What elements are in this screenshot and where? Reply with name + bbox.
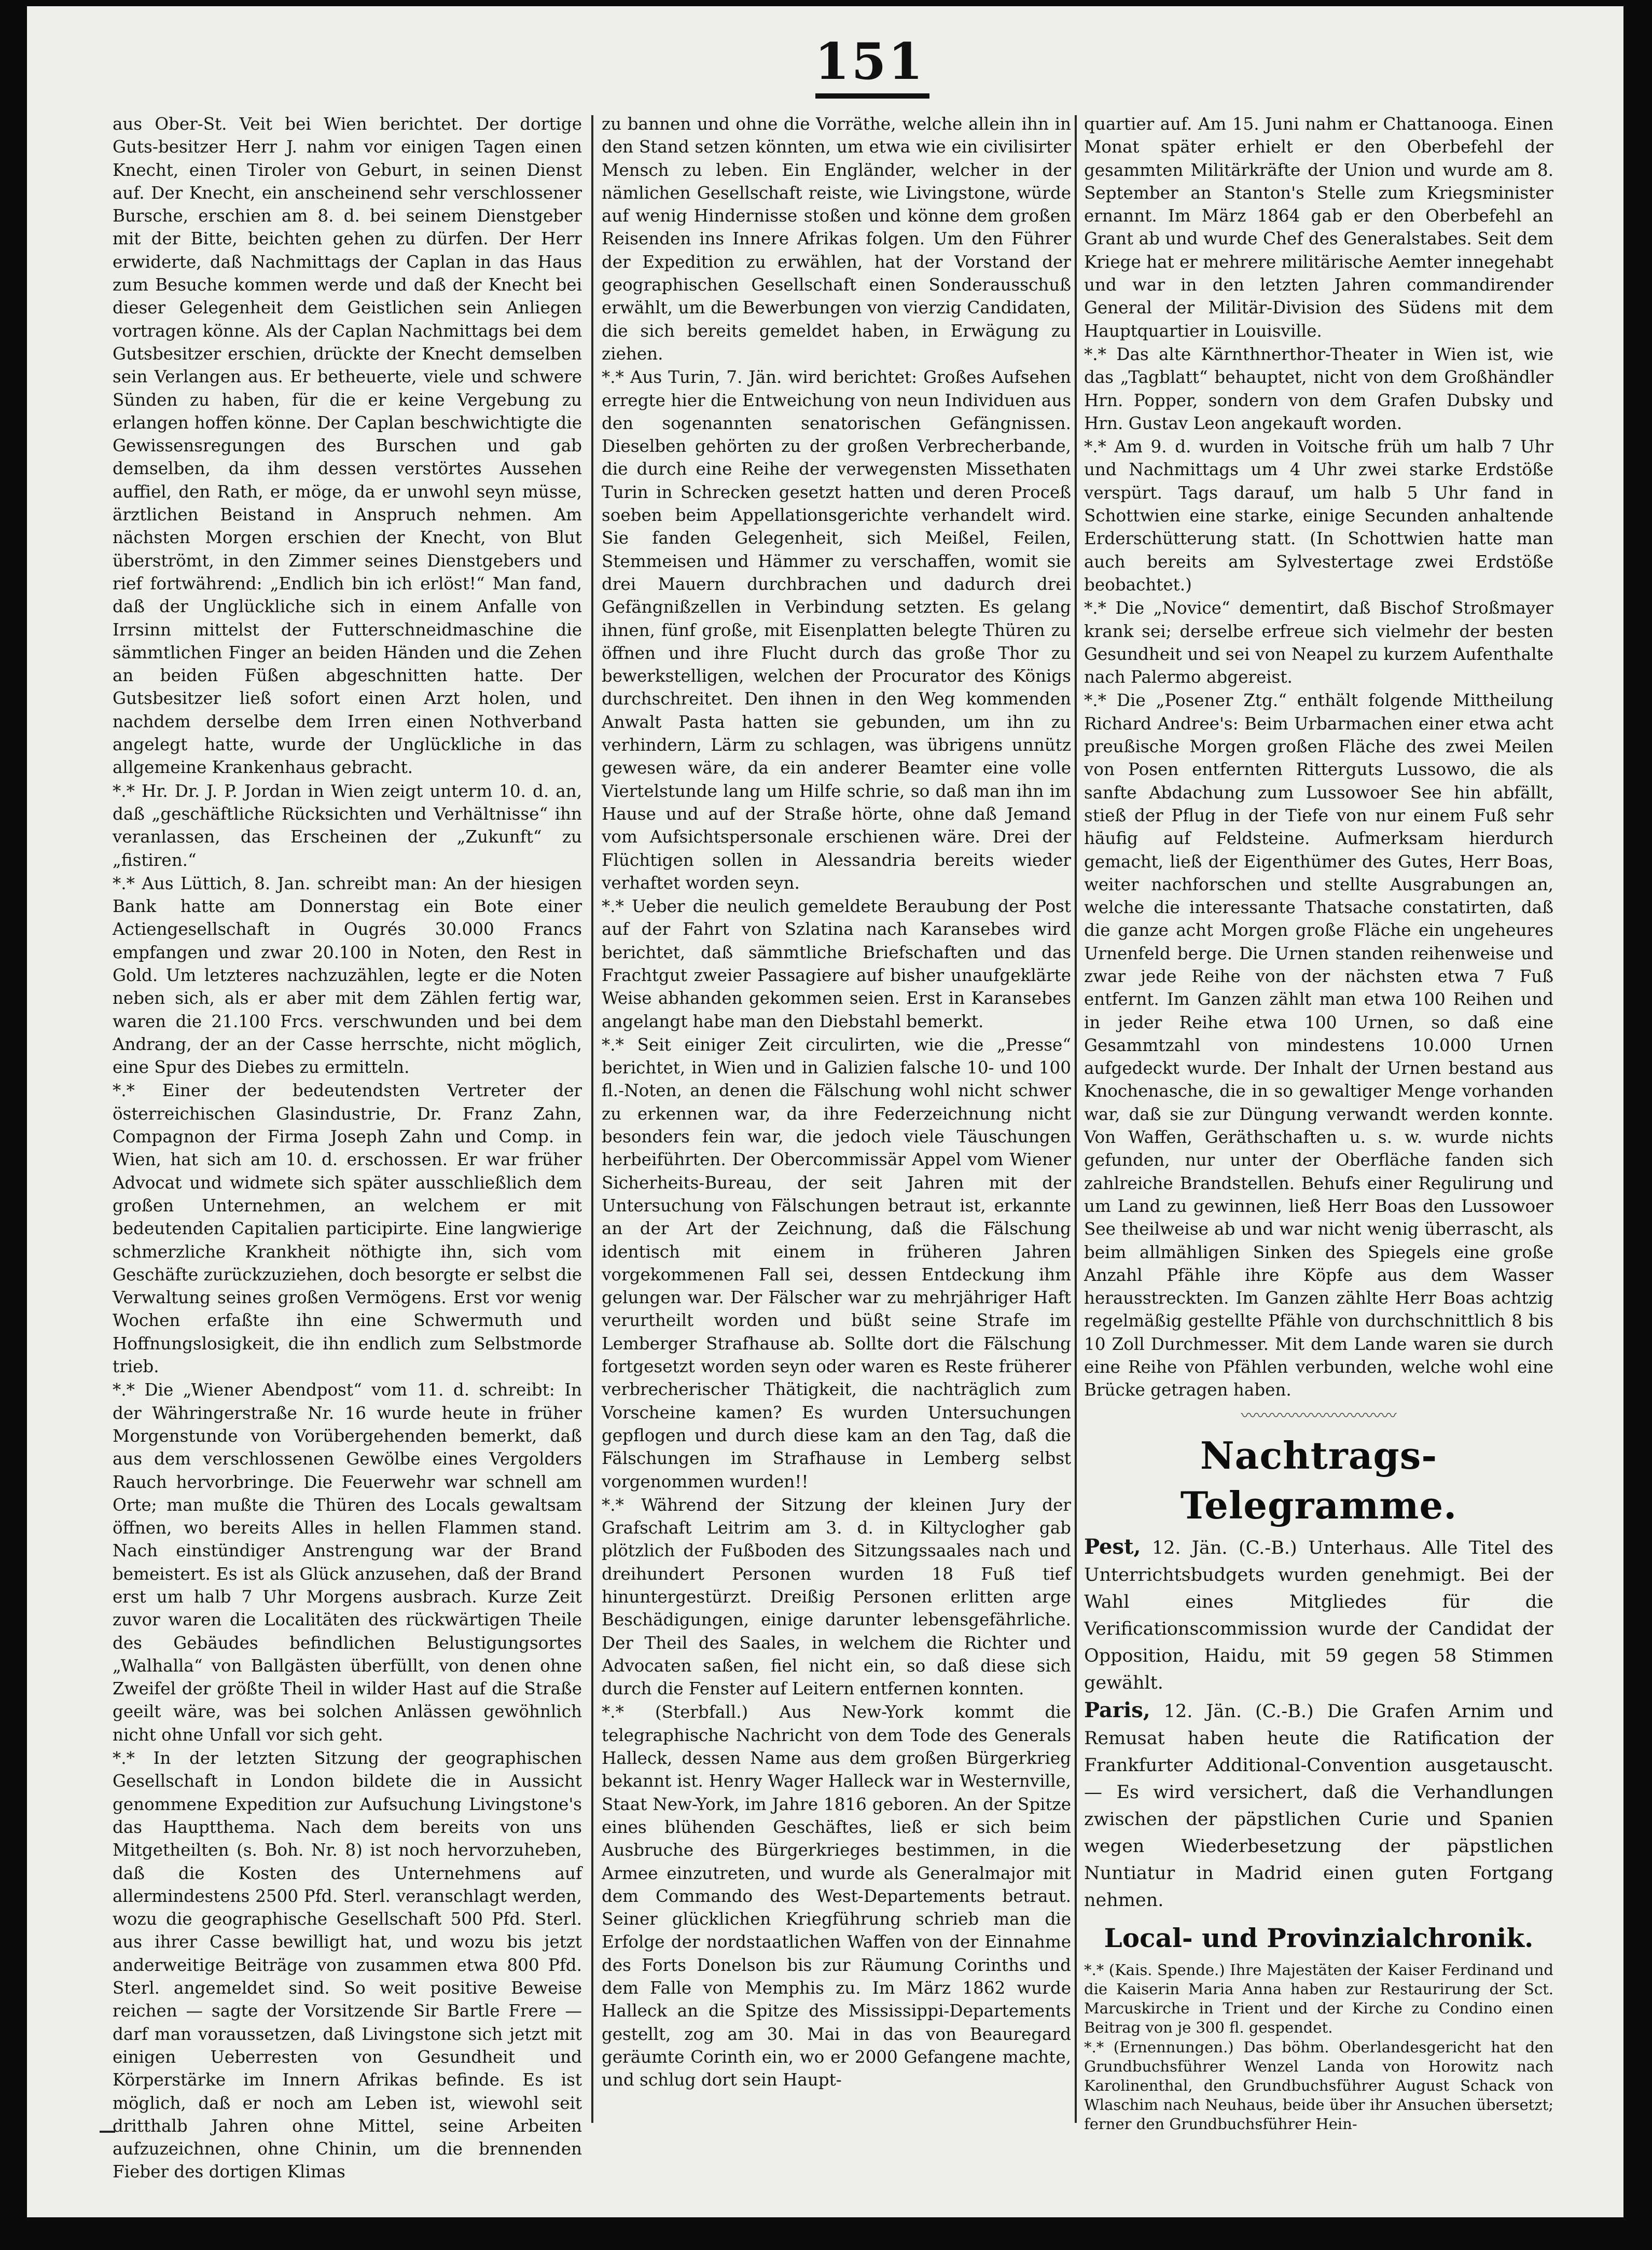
article: *.* Einer der bedeutendsten Vertreter der österreichischen Glasindustrie, Dr. Franz Zahn, Compagnon der Firma Joseph Zahn und Comp. in Wien, hat sich am 10. d. erschossen. Er war früher Advocat und widmete sich später ausschließlich dem großen Unternehmen, an welchem er mit bedeutenden Capitalien participirte. Eine langwierige schmerzliche Krankheit nöthigte ihn, sich vom Geschäfte zurückzuziehen, doch besorgte er selbst die Verwaltung seines großen Vermögens. Erst vor wenig Wochen erfaßte ihn eine Schwermuth und Hoffnungslosigkeit, die ihn endlich zum Selbstmorde trieb. [113, 1081, 582, 1377]
article: quartier auf. Am 15. Juni nahm er Chattanooga. Einen Monat später erhielt er den Oberbefehl der gesammten Militärkräfte der Union und wurde am 8. September an Stanton's Stelle zum Kriegsminister ernannt. Im März 1864 gab er den Oberbefehl an Grant ab und wurde Chef des Generalstabes. Seit dem Kriege hat er mehrere militärische Aemter innegehabt und war in den letzten Jahren commandirender General der Militär-Division des Südens mit dem Hauptquartier in Louisville. [1084, 114, 1553, 341]
article: *.* Ueber die neulich gemeldete Beraubung der Post auf der Fahrt von Szlatina nach Karansebes wird berichtet, daß sämmtliche Briefschaften und das Frachtgut zweier Passagiere auf bisher unaufgeklärte Weise abhanden gekommen seien. Erst in Karansebes angelangt habe man den Diebstahl bemerkt. [602, 896, 1071, 1031]
section-separator: 〰〰〰〰〰〰〰〰〰〰 [1241, 1406, 1397, 1425]
telegram-item [1084, 1534, 1553, 1696]
telegram-item [1084, 1697, 1553, 1914]
column-3 [1084, 113, 1553, 2154]
article: *.* Die „Novice“ dementirt, daß Bischof Stroßmayer krank sei; derselbe erfreue sich vielmehr der besten Gesundheit und sei von Neapel zu kurzem Aufenthalte nach Palermo abgereist. [1084, 598, 1553, 687]
article: *.* Die „Posener Ztg.“ enthält folgende Mittheilung Richard Andree's: Beim Urbarmachen einer etwa acht preußische Morgen großen Fläche des zwei Meilen von Posen entfernten Ritterguts Lussowo, die als sanfte Abdachung zum Lussowoer See hin abfällt, stieß der Pflug in der Tiefe von nur einem Fuß sehr häufig auf Feldsteine. Aufmerksam hierdurch gemacht, ließ der Eigenthümer des Gutes, Herr Boas, weiter nachforschen und stellte Ausgrabungen an, welche die interessante Thatsache constatirten, daß die ganze acht Morgen große Fläche ein ungeheures Urnenfeld berge. Die Urnen standen reihenweise und zwar jede Reihe von der nächsten etwa 7 Fuß entfernt. Im Ganzen zählt man etwa 100 Reihen und in jeder Reihe etwa 100 Urnen, so daß eine Gesammtzahl von mindestens 10.000 Urnen aufgedeckt wurde. Der Inhalt der Urnen bestand aus Knochenasche, die in so gewaltiger Menge vorhanden war, daß sie zur Düngung verwandt werden konnte. Von Waffen, Geräthschaften u. s. w. wurde nichts gefunden, nur unter der Oberfläche fanden sich zahlreiche Brandstellen. Behufs einer Regulirung und um Land zu gewinnen, ließ Herr Boas den Lussowoer See theilweise ab und war nicht wenig überrascht, als beim allmähligen Sinken des Spiegels eine große Anzahl Pfähle ihre Köpfe aus dem Wasser herausstreckten. Im Ganzen zählte Herr Boas achtzig regelmäßig gestellte Pfähle von durchschnittlich 8 bis 10 Zoll Durchmesser. Mit dem Lande waren sie durch eine Reihe von Pfählen verbunden, welche wohl eine Brücke getragen haben. [1084, 691, 1553, 1400]
telegrams-heading: Nachtrags-Telegramme. [1180, 1433, 1457, 1527]
column-divider [591, 115, 593, 2123]
article: *.* In der letzten Sitzung der geographischen Gesellschaft in London bildete die in Aussicht genommene Expedition zur Aufsuchung Livingstone's das Hauptthema. Nach dem bereits von uns Mitgetheilten (s. Boh. Nr. 8) ist noch hervorzuheben, daß die Kosten des Unternehmens auf allermindestens 2500 Pfd. Sterl. veranschlagt werden, wozu die geographische Gesellschaft 500 Pfd. Sterl. aus ihrer Casse bewilligt hat, und wozu bis jetzt anderweitige Beiträge von zusammen etwa 800 Pfd. Sterl. angemeldet sind. So weit positive Beweise reichen — sagte der Vorsitzende Sir Bartle Frere — darf man voraussetzen, daß Livingstone sich jetzt mit einigen Ueberresten von Gesundheit und Körperstärke im Innern Afrikas befinde. Es ist möglich, daß er noch am Leben ist, wiewohl seit dritthalb Jahren ohne Mittel, seine Arbeiten aufzuzeichnen, ohne Chinin, um die brennenden Fieber des dortigen Klimas [113, 1748, 582, 2182]
telegram-city: Pest, [1084, 1534, 1141, 1559]
article: *.* Seit einiger Zeit circulirten, wie die „Presse“ berichtet, in Wien und in Galizien falsche 10- und 100 fl.-Noten, an denen die Fälschung wohl nicht schwer zu erkennen war, da ihre Federzeichnung nicht besonders fein war, die jedoch viele Täuschungen herbeiführten. Der Obercommissär Appel vom Wiener Sicherheits-Bureau, der seit Jahren mit der Untersuchung von Fälschungen betraut ist, erkannte an der Art der Zeichnung, daß die Fälschung identisch mit einem in früheren Jahren vorgekommenen Fall sei, dessen Entdeckung ihm gelungen war. Der Fälscher war zu mehrjähriger Haft verurtheilt worden und büßt seine Strafe im Lemberger Strafhause ab. Sollte dort die Fälschung fortgesetzt worden seyn oder waren es Reste früherer verbrecherischer Thätigkeit, die nachträglich zum Vorscheine kamen? Es wurden Untersuchungen gepflogen und durch diese kam an den Tag, daß die Fälschungen im Strafhause in Lemberg selbst vorgenommen wurden!! [602, 1034, 1071, 1492]
column-2 [602, 113, 1071, 2154]
page-number: 151 [814, 32, 925, 91]
telegram-city: Paris, [1084, 1697, 1150, 1722]
telegram-text: 12. Jän. (C.-B.) Unterhaus. Alle Titel des Unterrichtsbudgets wurden genehmigt. Bei der Wahl eines Mitgliedes für die Verificationscommission wurde der Candidat der Opposition, Haidu, mit 59 gegen 58 Stimmen gewählt. [1084, 1537, 1553, 1693]
article: zu bannen und ohne die Vorräthe, welche allein ihn in den Stand setzen könnten, um etwa wie ein civilisirter Mensch zu leben. Ein Engländer, welcher in der nämlichen Gesellschaft reiste, wie Livingstone, würde auf wenig Hindernisse stoßen und könne dem großen Reisenden ins Innere Afrikas folgen. Um den Führer der Expedition zu erwählen, hat der Vorstand der geographischen Gesellschaft einen Sonderausschuß erwählt, um die Bewerbungen von vierzig Candidaten, die sich bereits gemeldet haben, in Erwägung zu ziehen. [602, 114, 1071, 364]
article: *.* Am 9. d. wurden in Voitsche früh um halb 7 Uhr und Nachmittags um 4 Uhr zwei starke Erdstöße verspürt. Tags darauf, um halb 5 Uhr fand in Schottwien eine starke, einige Secunden anhaltende Erderschütterung statt. (In Schottwien hatte man auch bereits am Sylvestertage zwei Erdstöße beobachtet.) [1084, 437, 1553, 595]
local-chronicle-heading: Local- und Provinzialchronik. [1104, 1922, 1534, 1953]
article: *.* (Sterbfall.) Aus New-York kommt die telegraphische Nachricht von dem Tode des Generals Halleck, dessen Name aus dem großen Bürgerkrieg bekannt ist. Henry Wager Halleck war in Westernville, Staat New-York, im Jahre 1816 geboren. An der Spitze eines blühenden Geschäftes, ließ er sich beim Ausbruche des Bürgerkrieges bestimmen, in die Armee einzutreten, und wurde als Generalmajor mit dem Commando des West-Departements betraut. Seiner glücklichen Kriegführung schrieb man die Erfolge der nordstaatlichen Waffen von der Einnahme des Forts Donelson bis zur Räumung Corinths und dem Falle von Memphis zu. Im März 1862 wurde Halleck an die Spitze des Mississippi-Departements gestellt, zog am 30. Mai in das von Beauregard geräumte Corinth ein, wo er 2000 Gefangene machte, und schlug dort sein Haupt- [602, 1702, 1071, 2090]
article: *.* Hr. Dr. J. P. Jordan in Wien zeigt unterm 10. d. an, daß „geschäftliche Rücksichten und Verhältnisse“ ihn veranlassen, das Erscheinen der „Zukunft“ zu „fistiren.“ [113, 781, 582, 870]
telegram-text: 12. Jän. (C.-B.) Die Grafen Arnim und Remusat haben heute die Ratification der Frankfurter Additional-Convention ausgetauscht. — Es wird versichert, daß die Verhandlungen zwischen der päpstlichen Curie und Spanien wegen Wiederbesetzung der päpstlichen Nuntiatur in Madrid einen guten Fortgang nehmen. [1084, 1701, 1553, 1911]
column-1 [113, 113, 582, 2182]
telegrams-section [1084, 1534, 1553, 1914]
newspaper-page [27, 6, 1623, 2217]
column-divider [1075, 115, 1077, 2123]
article: *.* (Ernennungen.) Das böhm. Oberlandesgericht hat den Grundbuchsführer Wenzel Landa von Horowitz nach Karolinenthal, den Grundbuchsführer August Schack von Wlaschim nach Neuhaus, beide über ihr Ansuchen übersetzt; ferner den Grundbuchsführer Hein- [1084, 2038, 1553, 2133]
article: aus Ober-St. Veit bei Wien berichtet. Der dortige Guts-besitzer Herr J. nahm vor einigen Tagen einen Knecht, einen Tiroler von Geburt, in seinen Dienst auf. Der Knecht, ein anscheinend sehr verschlossener Bursche, erschien am 8. d. bei seinem Dienstgeber mit der Bitte, beichten gehen zu dürfen. Der Herr erwiderte, daß Nachmittags der Caplan in das Haus zum Besuche kommen werde und daß der Knecht bei dieser Gelegenheit dem Geistlichen sein Anliegen vortragen könne. Als der Caplan Nachmittags bei dem Gutsbesitzer erschien, drückte der Knecht demselben sein Verlangen aus. Er betheuerte, viele und schwere Sünden zu haben, für die er keine Vergebung zu erlangen hoffen könne. Der Caplan beschwichtigte die Gewissensregungen des Burschen und gab demselben, da ihm dessen verstörtes Aussehen auffiel, den Rath, er möge, da er unwohl seyn müsse, ärztlichen Beistand in Anspruch nehmen. Am nächsten Morgen erschien der Knecht, von Blut überströmt, in den Zimmer seines Dienstgebers und rief fortwährend: „Endlich bin ich erlöst!“ Man fand, daß der Unglückliche sich in einem Anfalle von Irrsinn mittelst der Futterschneidmaschine die sämmtlichen Finger an beiden Händen und die Zehen an beiden Füßen abgeschnitten hatte. Der Gutsbesitzer ließ sofort einen Arzt holen, und nachdem derselbe dem Irren einen Nothverband angelegt hatte, wurde der Unglückliche in das allgemeine Krankenhaus gebracht. [113, 114, 582, 778]
local-chronicle-section [1084, 1961, 1553, 2134]
article: *.* Die „Wiener Abendpost“ vom 11. d. schreibt: In der Währingerstraße Nr. 16 wurde heute in früher Morgenstunde von Vorübergehenden bemerkt, daß aus dem verschlossenen Gewölbe eines Vergolders Rauch hervorbringe. Die Feuerwehr war schnell am Orte; man mußte die Thüren des Locals gewaltsam öffnen, wo bereits Alles in hellen Flammen stand. Nach einstündiger Anstrengung war der Brand bemeistert. Es ist als Glück anzusehen, daß der Brand erst um halb 7 Uhr Morgens ausbrach. Kurze Zeit zuvor waren die Localitäten des rückwärtigen Theile des Gebäudes befindlichen Belustigungsortes „Walhalla“ von Ballgästen überfüllt, von denen ohne Zweifel der größte Theil in wilder Hast auf die Straße geeilt wäre, was bei solchen Anlässen gewöhnlich nicht ohne Unfall vor sich geht. [113, 1380, 582, 1745]
article: *.* Aus Turin, 7. Jän. wird berichtet: Großes Aufsehen erregte hier die Entweichung von neun Individuen aus den sogenannten senatorischen Gefängnissen. Dieselben gehörten zu der großen Verbrecherbande, die durch eine Reihe der verwegensten Missethaten Turin in Schrecken gesetzt hatten und deren Proceß soeben beim Appellationsgerichte verhandelt wird. Sie fanden Gelegenheit, sich Meißel, Feilen, Stemmeisen und Hämmer zu verschaffen, womit sie drei Mauern durchbrachen und dadurch drei Gefängnißzellen in Verbindung setzten. Es gelang ihnen, fünf große, mit Eisenplatten belegte Thüren zu öffnen und ihre Flucht durch das große Thor zu bewerkstelligen, welchen der Procurator des Königs durchschreitet. Den ihnen in den Weg kommenden Anwalt Pasta hatten sie gebunden, um ihn zu verhindern, Lärm zu schlagen, was übrigens unnütz gewesen wäre, da ein anderer Beamter eine volle Viertelstunde lang um Hilfe schrie, so daß man ihn im Hause und auf der Straße hörte, ohne daß Jemand vom Aufsichtspersonale erschienen wäre. Drei der Flüchtigen sollen in Alessandria bereits wieder verhaftet worden seyn. [602, 367, 1071, 893]
article: *.* Während der Sitzung der kleinen Jury der Grafschaft Leitrim am 3. d. in Kiltyclogher gab plötzlich der Fußboden des Sitzungssaales nach und dreihundert Personen wurden 18 Fuß tief hinuntergestürzt. Dreißig Personen erlitten arge Beschädigungen, einige darunter lebensgefährliche. Der Theil des Saales, in welchem die Richter und Advocaten saßen, fiel nicht ein, so daß diese sich durch die Fenster auf Leitern entfernen konnten. [602, 1495, 1071, 1699]
page-number-rule [815, 93, 929, 99]
article: *.* Das alte Kärnthnerthor-Theater in Wien ist, wie das „Tagblatt“ behauptet, nicht von dem Großhändler Hrn. Popper, sondern von dem Grafen Dubsky und Hrn. Gustav Leon angekauft worden. [1084, 344, 1553, 433]
article: *.* Aus Lüttich, 8. Jan. schreibt man: An der hiesigen Bank hatte am Donnerstag ein Bote einer Actiengesellschaft in Ougrés 30.000 Francs empfangen und zwar 20.100 in Noten, den Rest in Gold. Um letzteres nachzuzählen, legte er die Noten neben sich, als er aber mit dem Zählen fertig war, waren die 21.100 Frcs. verschwunden und bei dem Andrang, der an der Casse herrschte, nicht möglich, eine Spur des Diebes zu ermitteln. [113, 873, 582, 1078]
article: *.* (Kais. Spende.) Ihre Majestäten der Kaiser Ferdinand und die Kaiserin Maria Anna haben zur Restaurirung der Sct. Marcuskirche in Trient und der Kirche zu Condino einen Beitrag von je 300 fl. gespendet. [1084, 1961, 1553, 2036]
